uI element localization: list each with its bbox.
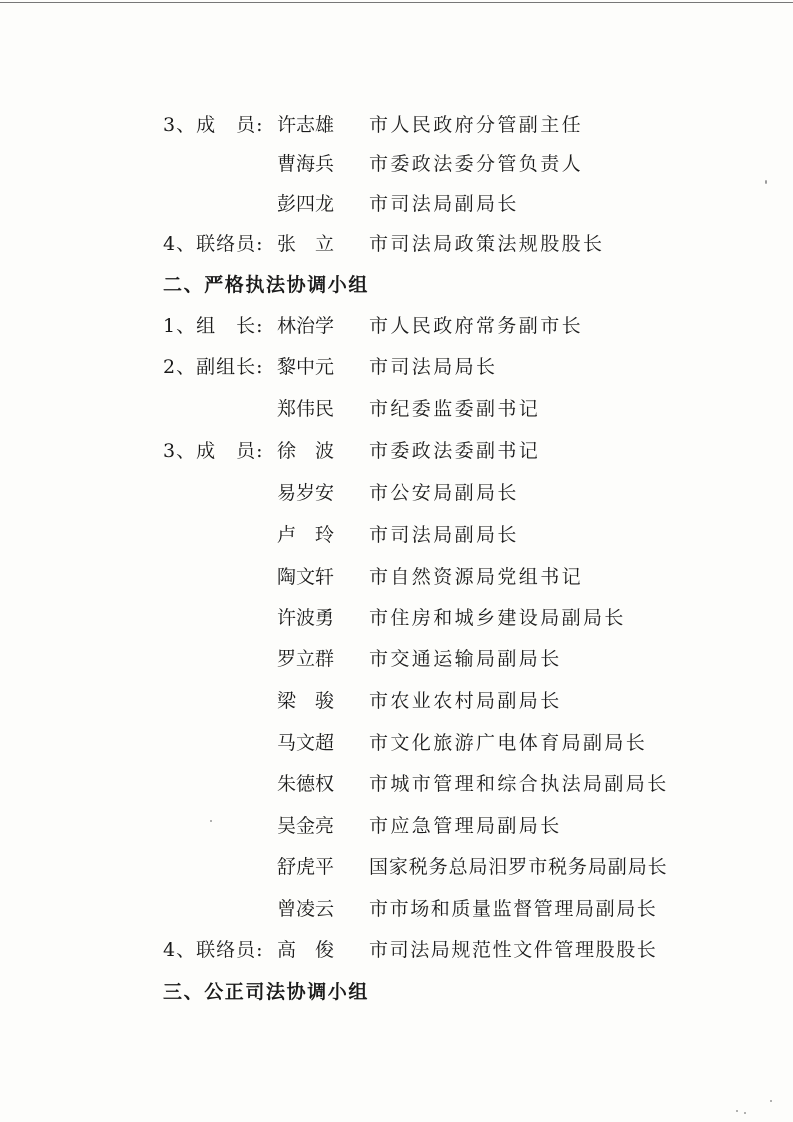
member-name: 易岁安 <box>277 482 335 504</box>
member-row <box>0 603 793 633</box>
member-row <box>0 562 793 592</box>
member-name: 许志雄 <box>277 114 335 136</box>
member-title: 市市场和质量监督管理局副局长 <box>369 898 658 920</box>
member-row <box>0 478 793 508</box>
liaison-label: 4、联络员: <box>163 939 264 961</box>
liaison-title: 市司法局规范性文件管理股股长 <box>369 939 658 961</box>
deputy-title: 市纪委监委副书记 <box>369 398 541 420</box>
member-row <box>0 189 793 219</box>
deputy-row <box>0 352 793 382</box>
scan-speck <box>736 1110 738 1112</box>
member-title: 市委政法委分管负责人 <box>369 153 584 175</box>
scan-speck <box>744 1112 746 1114</box>
member-title: 市公安局副局长 <box>369 482 519 504</box>
deputy-name: 郑伟民 <box>277 398 335 420</box>
member-name: 陶文轩 <box>277 566 335 588</box>
member-title: 市委政法委副书记 <box>369 440 541 462</box>
member-title: 市应急管理局副局长 <box>369 815 562 837</box>
liaison-label: 4、联络员: <box>163 233 264 255</box>
deputy-row <box>0 394 793 424</box>
member-name: 曹海兵 <box>277 153 335 175</box>
member-title: 国家税务总局汨罗市税务局副局长 <box>369 856 668 878</box>
section-heading: 三、公正司法协调小组 <box>163 981 370 1003</box>
members-label: 3、成 员: <box>163 114 264 136</box>
leader-name: 林治学 <box>277 315 335 337</box>
member-row <box>0 769 793 799</box>
member-title: 市文化旅游广电体育局副局长 <box>369 732 648 754</box>
member-row <box>0 644 793 674</box>
member-row <box>0 520 793 550</box>
member-name: 梁 骏 <box>277 690 335 712</box>
member-row <box>0 686 793 716</box>
deputy-name: 黎中元 <box>277 356 335 378</box>
liaison-row <box>0 229 793 259</box>
scan-speck <box>210 820 212 822</box>
liaison-row <box>0 935 793 965</box>
liaison-name: 高 俊 <box>277 939 335 961</box>
member-title: 市人民政府分管副主任 <box>369 114 584 136</box>
member-title: 市交通运输局副局长 <box>369 648 562 670</box>
member-title: 市自然资源局党组书记 <box>369 566 584 588</box>
member-row <box>0 894 793 924</box>
member-title: 市城市管理和综合执法局副局长 <box>369 773 669 795</box>
member-title: 市农业农村局副局长 <box>369 690 562 712</box>
member-name: 舒虎平 <box>277 856 335 878</box>
deputy-label: 2、副组长: <box>163 356 264 378</box>
liaison-name: 张 立 <box>277 233 335 255</box>
member-name: 吴金亮 <box>277 815 335 837</box>
member-row <box>0 811 793 841</box>
leader-row <box>0 311 793 341</box>
member-title: 市司法局副局长 <box>369 193 519 215</box>
member-title: 市司法局副局长 <box>369 524 519 546</box>
member-name: 马文超 <box>277 732 335 754</box>
page-top-edge <box>0 2 793 3</box>
member-name: 朱德权 <box>277 773 335 795</box>
section-heading: 二、严格执法协调小组 <box>163 274 370 296</box>
member-title: 市住房和城乡建设局副局长 <box>369 607 626 629</box>
members-label: 3、成 员: <box>163 440 264 462</box>
member-name: 彭四龙 <box>277 193 335 215</box>
deputy-title: 市司法局局长 <box>369 356 498 378</box>
member-row <box>0 436 793 466</box>
leader-title: 市人民政府常务副市长 <box>369 315 584 337</box>
member-name: 曾凌云 <box>277 898 335 920</box>
scan-speck <box>770 1100 772 1102</box>
member-name: 徐 波 <box>277 440 335 462</box>
member-row <box>0 728 793 758</box>
member-name: 罗立群 <box>277 648 335 670</box>
member-row <box>0 110 793 140</box>
member-name: 许波勇 <box>277 607 335 629</box>
leader-label: 1、组 长: <box>163 315 264 337</box>
scan-speck <box>765 180 767 184</box>
member-row <box>0 149 793 179</box>
liaison-title: 市司法局政策法规股股长 <box>369 233 605 255</box>
member-name: 卢 玲 <box>277 524 335 546</box>
member-row <box>0 852 793 882</box>
